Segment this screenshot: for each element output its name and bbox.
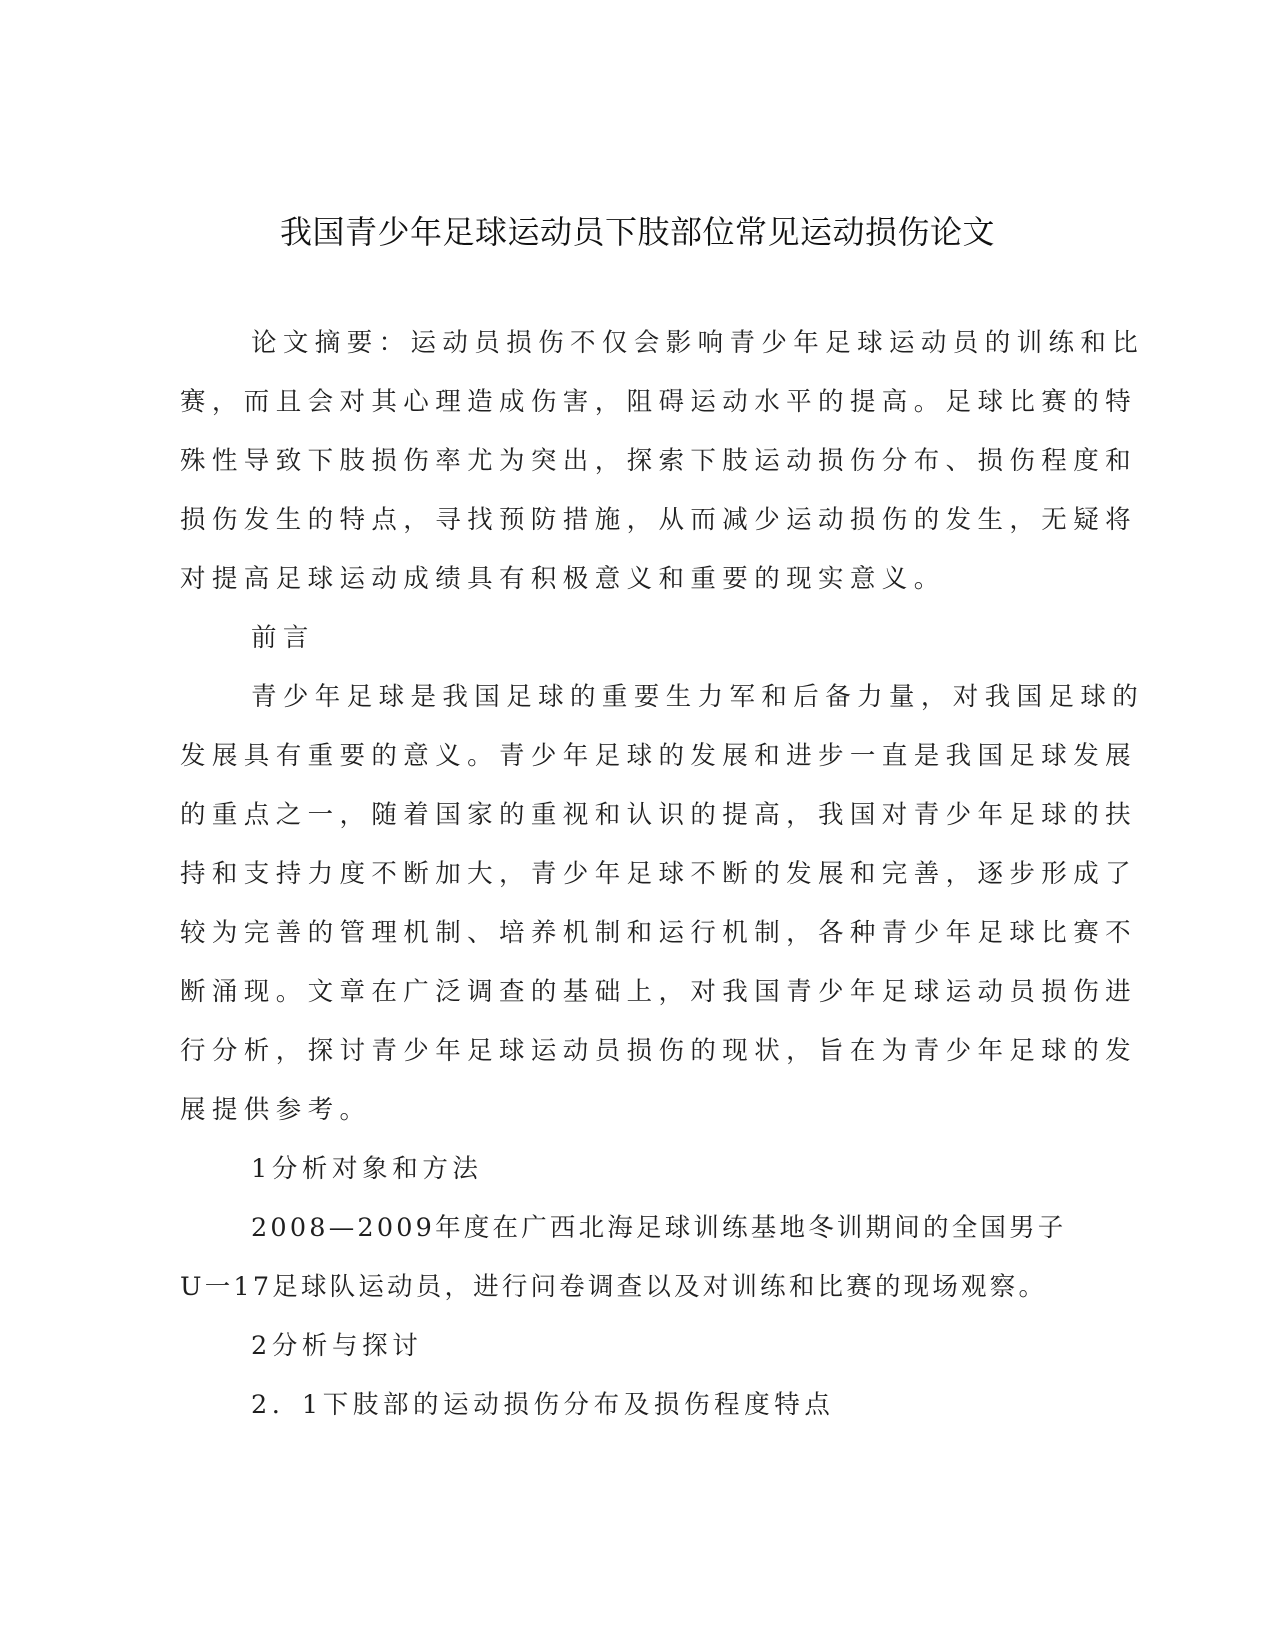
preface-line: 断涌现。文章在广泛调查的基础上，对我国青少年足球运动员损伤进 bbox=[180, 977, 1138, 1007]
preface-line: 的重点之一，随着国家的重视和认识的提高，我国对青少年足球的扶 bbox=[180, 800, 1138, 830]
preface-line: 行分析，探讨青少年足球运动员损伤的现状，旨在为青少年足球的发 bbox=[180, 1036, 1138, 1066]
preface-line: 持和支持力度不断加大，青少年足球不断的发展和完善，逐步形成了 bbox=[180, 859, 1138, 889]
abstract-line: 殊性导致下肢损伤率尤为突出，探索下肢运动损伤分布、损伤程度和 bbox=[180, 446, 1138, 476]
abstract-line: 论文摘要：运动员损伤不仅会影响青少年足球运动员的训练和比 bbox=[251, 328, 1145, 358]
abstract-line: 损伤发生的特点，寻找预防措施，从而减少运动损伤的发生，无疑将 bbox=[180, 505, 1138, 535]
preface-line: 较为完善的管理机制、培养机制和运行机制，各种青少年足球比赛不 bbox=[180, 918, 1138, 948]
section-2-heading: 2分析与探讨 bbox=[251, 1331, 423, 1361]
preface-heading: 前言 bbox=[251, 623, 315, 653]
section-1-line: U一17足球队运动员，进行问卷调查以及对训练和比赛的现场观察。 bbox=[180, 1272, 1048, 1302]
preface-line: 展提供参考。 bbox=[180, 1095, 372, 1125]
section-1-line: 2008—2009年度在广西北海足球训练基地冬训期间的全国男子 bbox=[251, 1213, 1067, 1243]
preface-line: 发展具有重要的意义。青少年足球的发展和进步一直是我国足球发展 bbox=[180, 741, 1138, 771]
abstract-line: 对提高足球运动成绩具有积极意义和重要的现实意义。 bbox=[180, 564, 946, 594]
preface-line: 青少年足球是我国足球的重要生力军和后备力量，对我国足球的 bbox=[251, 682, 1145, 712]
section-1-heading: 1分析对象和方法 bbox=[251, 1154, 483, 1184]
document-title: 我国青少年足球运动员下肢部位常见运动损伤论文 bbox=[279, 213, 995, 251]
section-2-1-heading: 2．1下肢部的运动损伤分布及损伤程度特点 bbox=[251, 1390, 835, 1420]
abstract-line: 赛，而且会对其心理造成伤害，阻碍运动水平的提高。足球比赛的特 bbox=[180, 387, 1138, 417]
